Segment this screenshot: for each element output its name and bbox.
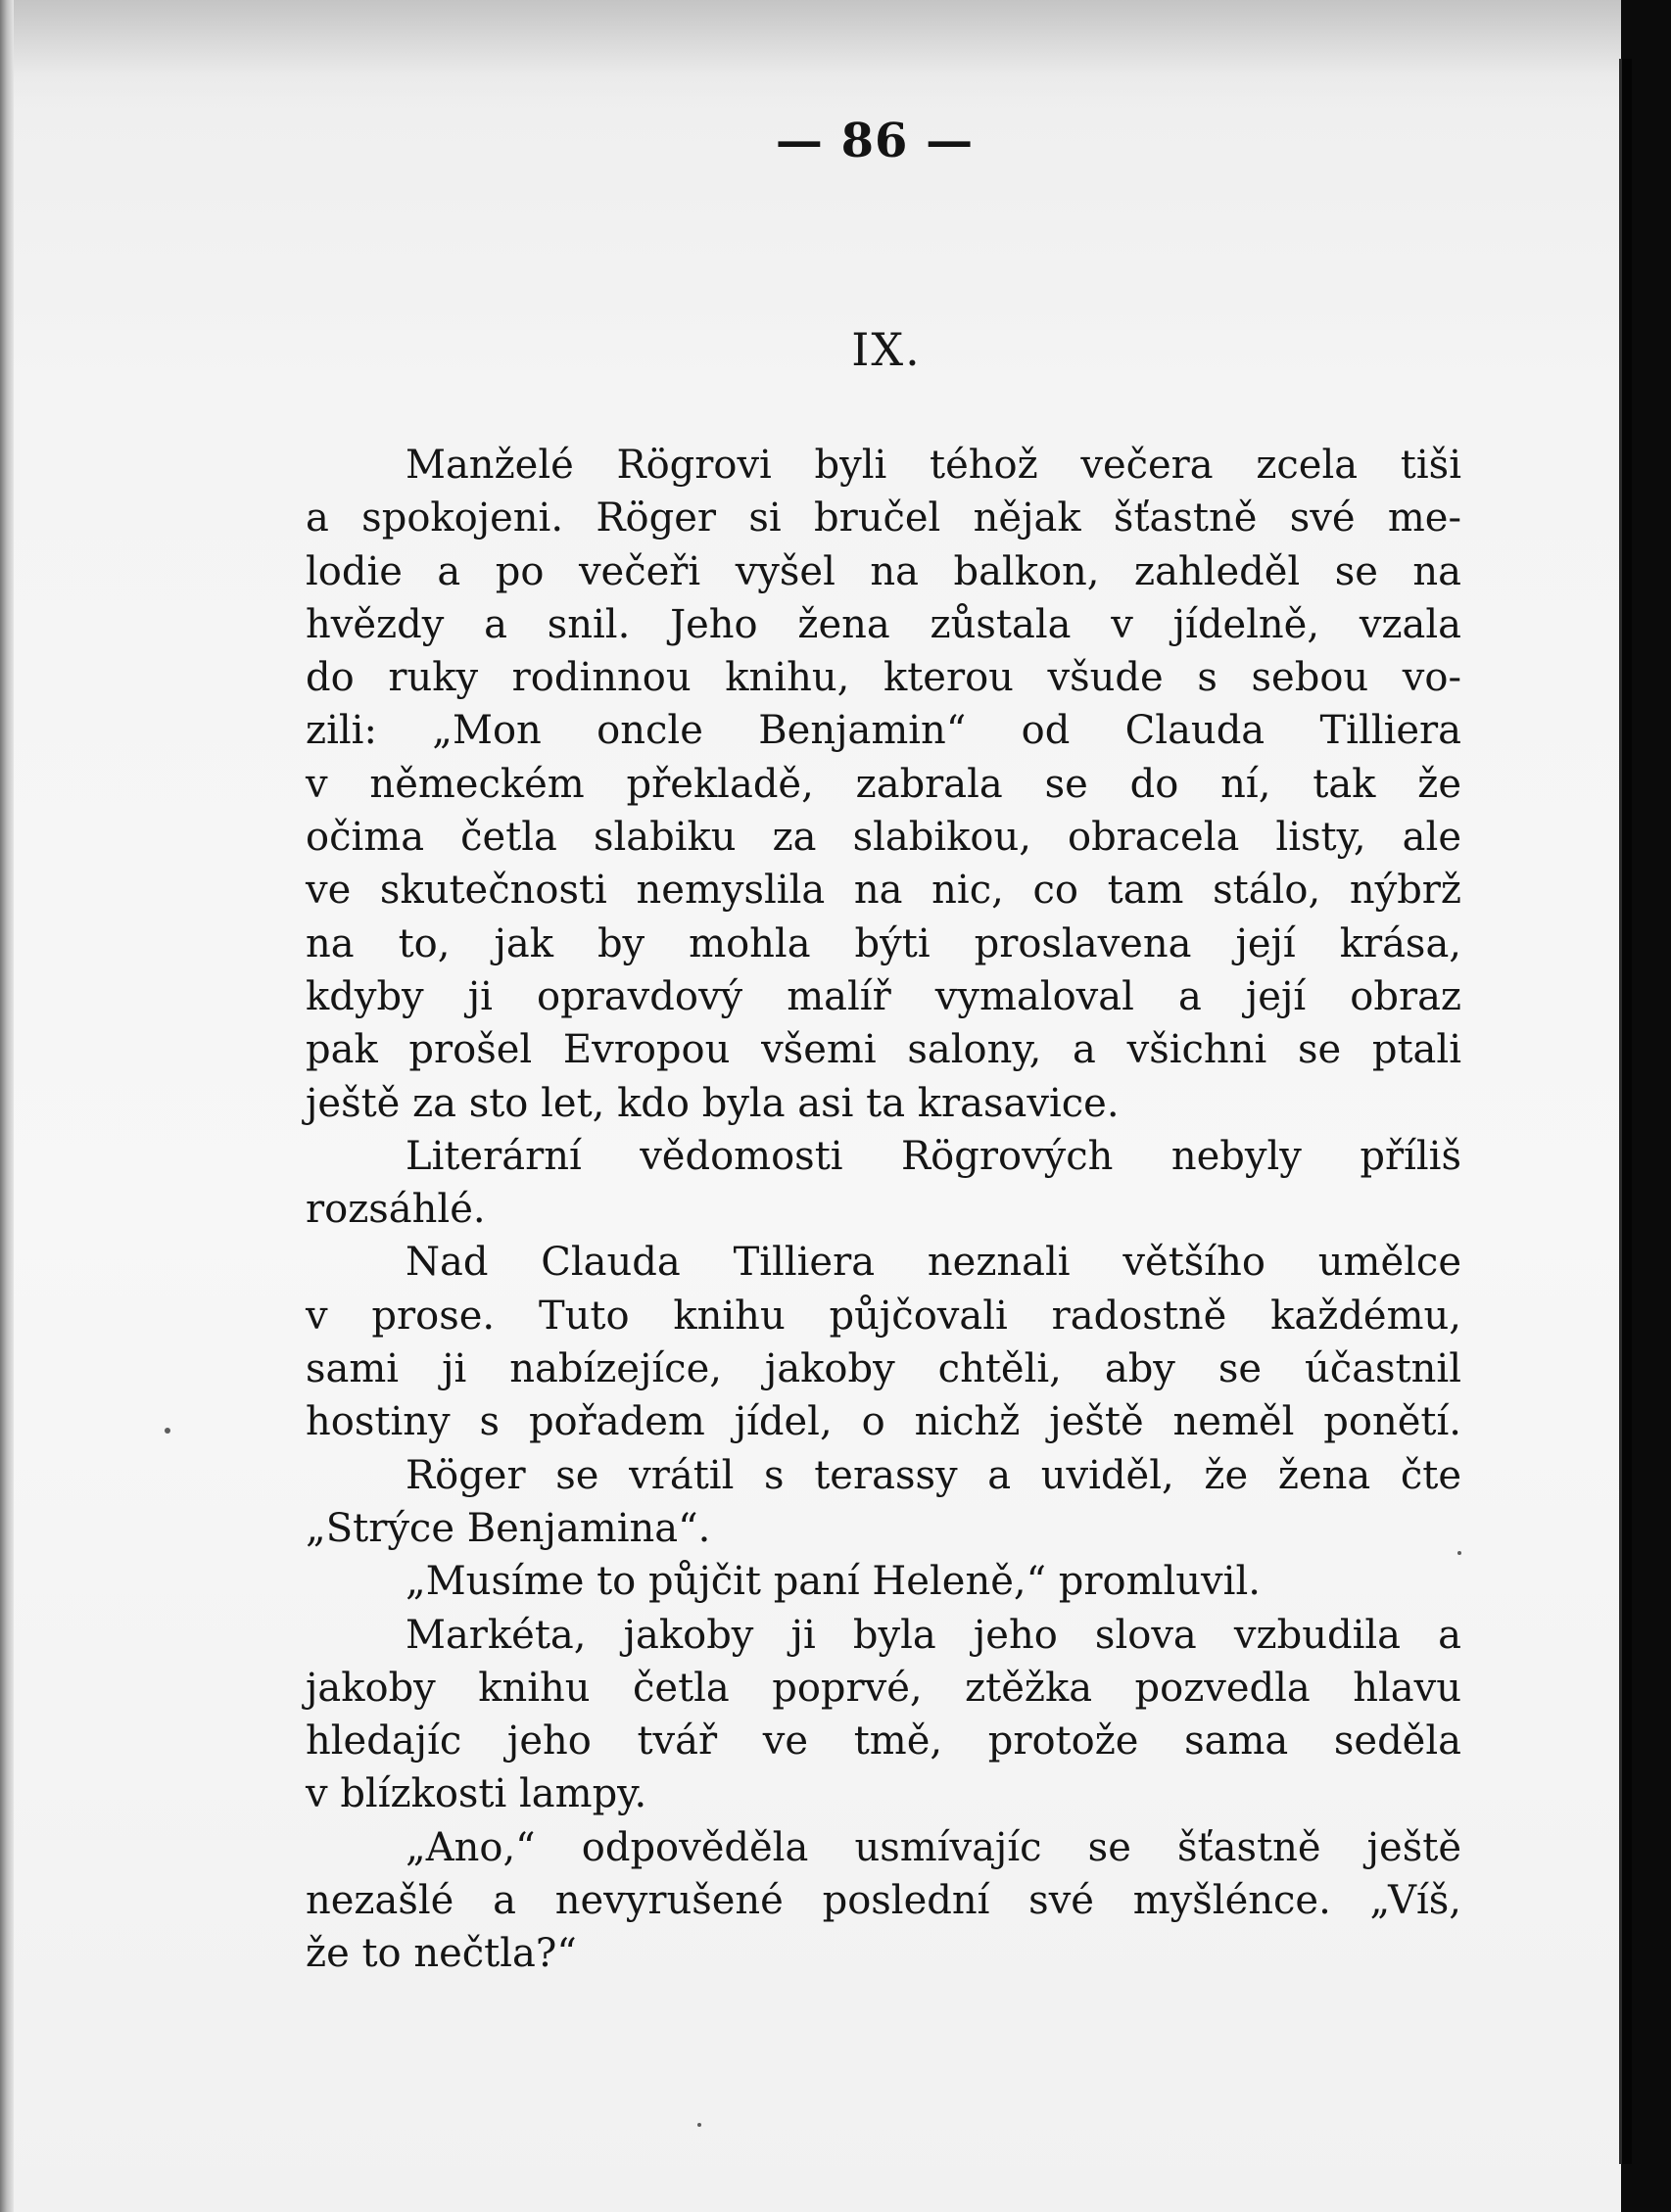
text-line: Manželé Rögrovi byli téhož večera zcela tiši: [406, 443, 1461, 488]
page-number: — 86 —: [775, 114, 975, 168]
text-line: jakoby knihu četla poprvé, ztěžka pozvedla hlavu: [306, 1665, 1461, 1711]
text-line: hvězdy a snil. Jeho žena zůstala v jídelně, vzala: [306, 601, 1461, 647]
text-line: lodie a po večeři vyšel na balkon, zahleděl se na: [306, 548, 1461, 594]
text-line: v blízkosti lampy.: [306, 1771, 647, 1817]
text-line: očima četla slabiku za slabikou, obracela listy, ale: [306, 815, 1461, 861]
text-line: ve skutečnosti nemyslila na nic, co tam stálo, nýbrž: [306, 868, 1461, 914]
binding-thread: [1619, 59, 1632, 2164]
text-line: v prose. Tuto knihu půjčovali radostně každému,: [306, 1293, 1461, 1339]
page-top-shadow: [0, 0, 1621, 108]
paper-speck: [1457, 1551, 1461, 1555]
text-line: nezašlé a nevyrušené poslední své myšlénce. „Víš,: [306, 1878, 1461, 1924]
text-line: Röger se vrátil s terassy a uviděl, že žena čte: [406, 1452, 1461, 1498]
text-line: na to, jak by mohla býti proslavena její krása,: [306, 920, 1461, 966]
text-line: že to nečtla?“: [306, 1931, 577, 1977]
text-line: „Strýce Benjamina“.: [306, 1505, 711, 1551]
body-text: [306, 439, 1461, 1981]
book-binding: [1621, 0, 1671, 2212]
text-line: hledajíc jeho tvář ve tmě, protože sama seděla: [306, 1718, 1461, 1765]
text-line: rozsáhlé.: [306, 1187, 486, 1233]
text-line: a spokojeni. Röger si bručel nějak šťastně své me-: [306, 495, 1461, 541]
text-line: „Ano,“ odpověděla usmívajíc se šťastně ještě: [406, 1824, 1461, 1870]
page-left-edge: [0, 0, 14, 2212]
text-line: Markéta, jakoby ji byla jeho slova vzbudila a: [406, 1612, 1461, 1658]
text-line: do ruky rodinnou knihu, kterou všude s sebou vo-: [306, 655, 1461, 701]
paper-speck: [697, 2123, 701, 2127]
text-line: „Musíme to půjčit paní Heleně,“ promluvil.: [406, 1559, 1261, 1605]
paper-speck: [165, 1428, 170, 1434]
text-line: Nad Clauda Tilliera neznali většího umělce: [406, 1240, 1461, 1286]
text-line: kdyby ji opravdový malíř vymaloval a její obraz: [306, 973, 1461, 1019]
text-line: ještě za sto let, kdo byla asi ta krasavice.: [306, 1080, 1120, 1126]
text-line: hostiny s pořadem jídel, o nichž ještě neměl ponětí.: [306, 1399, 1461, 1445]
text-line: Literární vědomosti Rögrových nebyly příliš: [406, 1133, 1461, 1179]
text-line: sami ji nabízejíce, jakoby chtěli, aby se účastnil: [306, 1346, 1461, 1392]
text-line: pak prošel Evropou všemi salony, a všichni se ptali: [306, 1027, 1461, 1073]
text-line: v německém překladě, zabrala se do ní, tak že: [306, 761, 1461, 807]
text-line: zili: „Mon oncle Benjamin“ od Clauda Tilliera: [306, 708, 1461, 754]
chapter-heading: IX.: [851, 323, 922, 376]
